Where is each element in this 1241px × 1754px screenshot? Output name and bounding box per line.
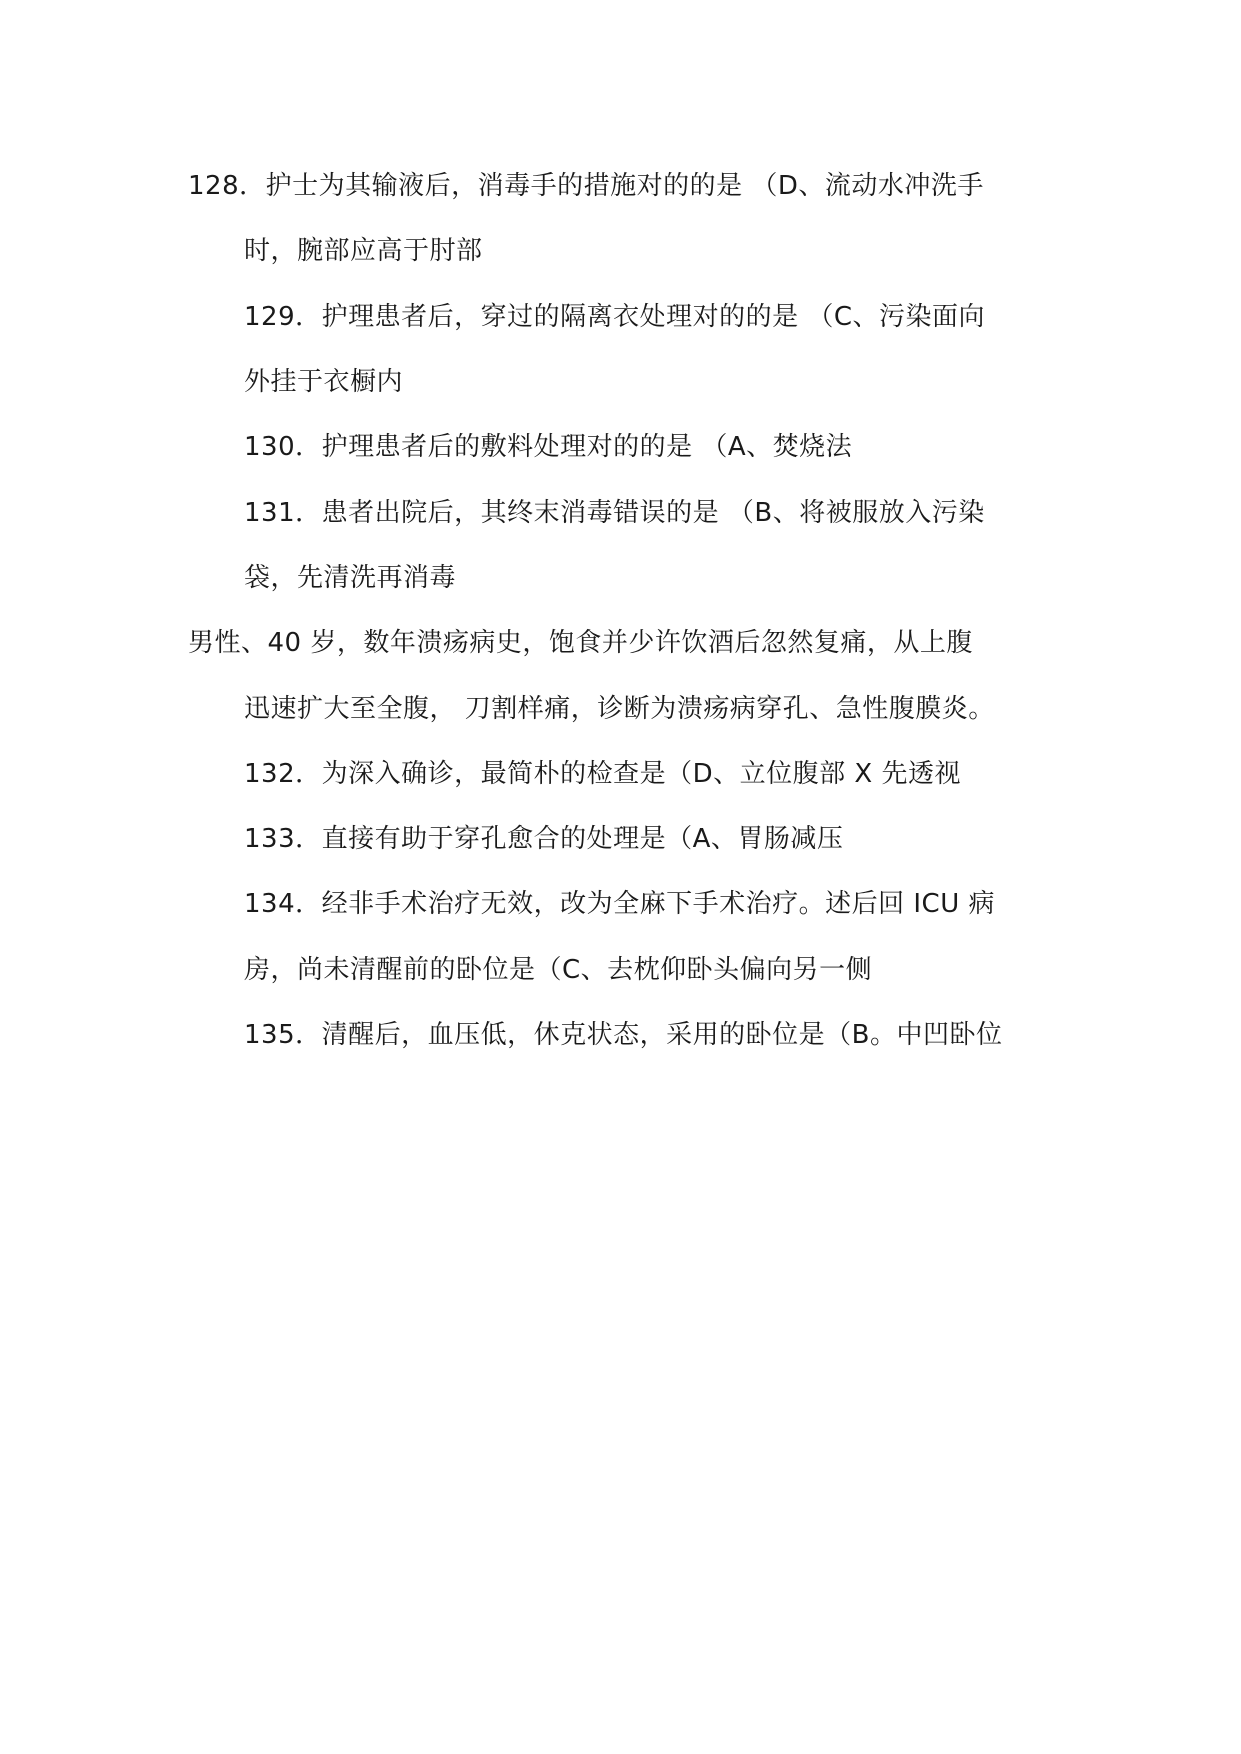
- question-134-line-2: [0, 954, 1241, 986]
- question-128-line-1: [0, 170, 1241, 202]
- question-134-text-cont: 房，尚未清醒前的卧位是（C、去枕仰卧头偏向另一侧: [244, 955, 873, 985]
- case-description-text: 男性、40 岁，数年溃疡病史，饱食并少许饮酒后忽然复痛，从上腹: [188, 628, 973, 658]
- question-128-text: 128．护士为其输液后，消毒手的措施对的的是 （D、流动水冲洗手: [188, 171, 984, 201]
- question-128-text-cont: 时，腕部应高于肘部: [244, 236, 483, 266]
- question-129-text-cont: 外挂于衣橱内: [244, 367, 404, 397]
- question-133-text: 133．直接有助于穿孔愈合的处理是（A、胃肠减压: [244, 824, 844, 854]
- question-129-text: 129．护理患者后，穿过的隔离衣处理对的的是 （C、污染面向: [244, 302, 986, 332]
- question-135-text: 135．清醒后，血压低，休克状态，采用的卧位是（B。中凹卧位: [244, 1020, 1003, 1050]
- question-131-line-1: [0, 497, 1241, 529]
- question-131-line-2: [0, 562, 1241, 594]
- question-129-line-2: [0, 366, 1241, 398]
- question-130-text: 130．护理患者后的敷料处理对的的是 （A、焚烧法: [244, 432, 853, 462]
- case-description-line-2: [0, 693, 1241, 725]
- question-131-text: 131．患者出院后，其终末消毒错误的是 （B、将被服放入污染: [244, 498, 985, 528]
- case-description-line-1: [0, 627, 1241, 659]
- question-128-line-2: [0, 235, 1241, 267]
- case-description-text-cont: 迅速扩大至全腹， 刀割样痛，诊断为溃疡病穿孔、急性腹膜炎。: [244, 694, 995, 724]
- question-135-line-1: [0, 1019, 1241, 1051]
- question-134-line-1: [0, 888, 1241, 920]
- question-133-line-1: [0, 823, 1241, 855]
- question-132-text: 132．为深入确诊，最简朴的检查是（D、立位腹部 X 先透视: [244, 759, 961, 789]
- question-131-text-cont: 袋，先清洗再消毒: [244, 563, 457, 593]
- question-134-text: 134．经非手术治疗无效，改为全麻下手术治疗。述后回 ICU 病: [244, 889, 996, 919]
- question-132-line-1: [0, 758, 1241, 790]
- question-130-line-1: [0, 431, 1241, 463]
- question-129-line-1: [0, 301, 1241, 333]
